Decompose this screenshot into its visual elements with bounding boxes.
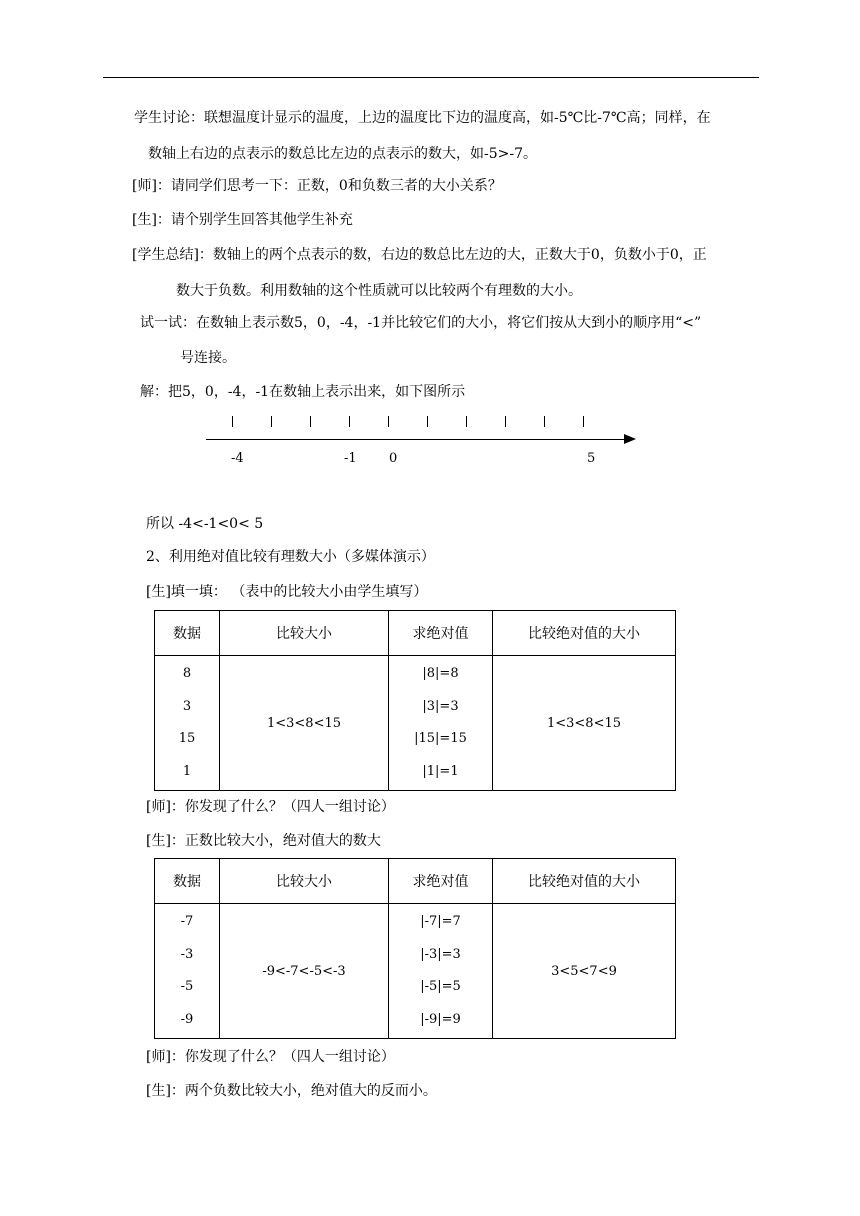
table-header-row	[155, 859, 676, 904]
paragraph-line-3: [师]：请同学们思考一下：正数，0和负数三者的大小关系？	[132, 178, 502, 194]
header-cell: 比较大小	[220, 859, 389, 904]
abs-cell	[389, 656, 493, 791]
teacher-question-1: [师]：你发现了什么？（四人一组讨论）	[146, 799, 395, 815]
abs-value: |-7|=7	[420, 914, 461, 929]
header-cell: 数据	[155, 859, 220, 904]
number-line-tick	[388, 416, 389, 427]
number-line-tick	[544, 416, 545, 427]
compare-cell: -9<-7<-5<-3	[220, 904, 389, 1039]
number-value: 8	[182, 666, 192, 681]
number-line-tick	[427, 416, 428, 427]
paragraph-line-7: 试一试：在数轴上表示数5，0，-4，-1并比较它们的大小，将它们按从大到小的顺序用“<”	[140, 315, 702, 331]
number-line-tick	[466, 416, 467, 427]
number-line-tick	[505, 416, 506, 427]
number-line-tick	[310, 416, 311, 427]
abs-value: |1|=1	[422, 763, 459, 779]
compare-cell: 1<3<8<15	[220, 656, 389, 791]
paragraph-line-9: 解：把5，0，-4，-1在数轴上表示出来，如下图所示	[140, 384, 466, 400]
number-value: 1	[182, 763, 192, 779]
number-line-label: 0	[389, 451, 398, 466]
fill-in-instruction: [生]填一填： （表中的比较大小由学生填写）	[146, 584, 428, 600]
number-value: -3	[180, 946, 194, 962]
abs-value: |3|=3	[422, 698, 459, 714]
abs-value: |-9|=9	[420, 1011, 461, 1027]
paragraph-line-8: 号连接。	[180, 350, 236, 366]
header-cell: 比较绝对值的大小	[493, 611, 676, 656]
number-line-arrowhead	[624, 434, 636, 444]
abs-compare-cell: 1<3<8<15	[493, 656, 676, 791]
teacher-question-2: [师]：你发现了什么？（四人一组讨论）	[146, 1049, 395, 1065]
number-line-tick	[349, 416, 350, 427]
abs-value: |15|=15	[414, 731, 467, 747]
numbers-cell	[155, 904, 220, 1039]
number-value: 3	[182, 698, 192, 714]
header-cell: 数据	[155, 611, 220, 656]
table-header-row	[155, 611, 676, 656]
conclusion-line: 所以 -4<-1<0< 5	[146, 516, 264, 532]
abs-value: |-5|=5	[420, 979, 461, 995]
number-value: 15	[178, 731, 196, 747]
number-value: -7	[180, 914, 194, 929]
numbers-cell	[155, 656, 220, 791]
positive-numbers-table	[154, 610, 676, 791]
paragraph-line-4: [生]：请个别学生回答其他学生补充	[132, 212, 353, 228]
number-value: -9	[180, 1011, 194, 1027]
number-line-label: -1	[344, 451, 357, 466]
number-value: -5	[180, 979, 194, 995]
student-answer-2: [生]：两个负数比较大小，绝对值大的反而小。	[146, 1083, 437, 1099]
paragraph-line-6: 数大于负数。利用数轴的这个性质就可以比较两个有理数的大小。	[176, 283, 582, 299]
paragraph-line-5: [学生总结]：数轴上的两个点表示的数，右边的数总比左边的大，正数大于0，负数小于0，正	[132, 247, 707, 263]
number-line-tick	[271, 416, 272, 427]
header-cell: 求绝对值	[389, 611, 493, 656]
paragraph-line-2: 数轴上右边的点表示的数总比左边的点表示的数大，如-5>-7。	[148, 146, 538, 162]
abs-value: |-3|=3	[420, 946, 461, 962]
paragraph-line-1: 学生讨论：联想温度计显示的温度，上边的温度比下边的温度高，如-5℃比-7℃高；同样，在	[134, 110, 711, 126]
number-line-label: 5	[587, 451, 596, 466]
header-cell: 比较绝对值的大小	[493, 859, 676, 904]
negative-numbers-table	[154, 858, 676, 1039]
abs-compare-cell: 3<5<7<9	[493, 904, 676, 1039]
number-line-label: -4	[231, 451, 244, 466]
number-line-tick	[232, 416, 233, 427]
number-line-tick	[583, 416, 584, 427]
header-cell: 比较大小	[220, 611, 389, 656]
header-rule	[103, 77, 759, 78]
section-heading: 2、利用绝对值比较有理数大小（多媒体演示）	[146, 549, 435, 565]
abs-value: |8|=8	[422, 666, 459, 681]
table-row	[155, 656, 676, 791]
header-cell: 求绝对值	[389, 859, 493, 904]
number-line-axis	[206, 439, 626, 440]
table-row	[155, 904, 676, 1039]
abs-cell	[389, 904, 493, 1039]
student-answer-1: [生]：正数比较大小，绝对值大的数大	[146, 833, 381, 849]
